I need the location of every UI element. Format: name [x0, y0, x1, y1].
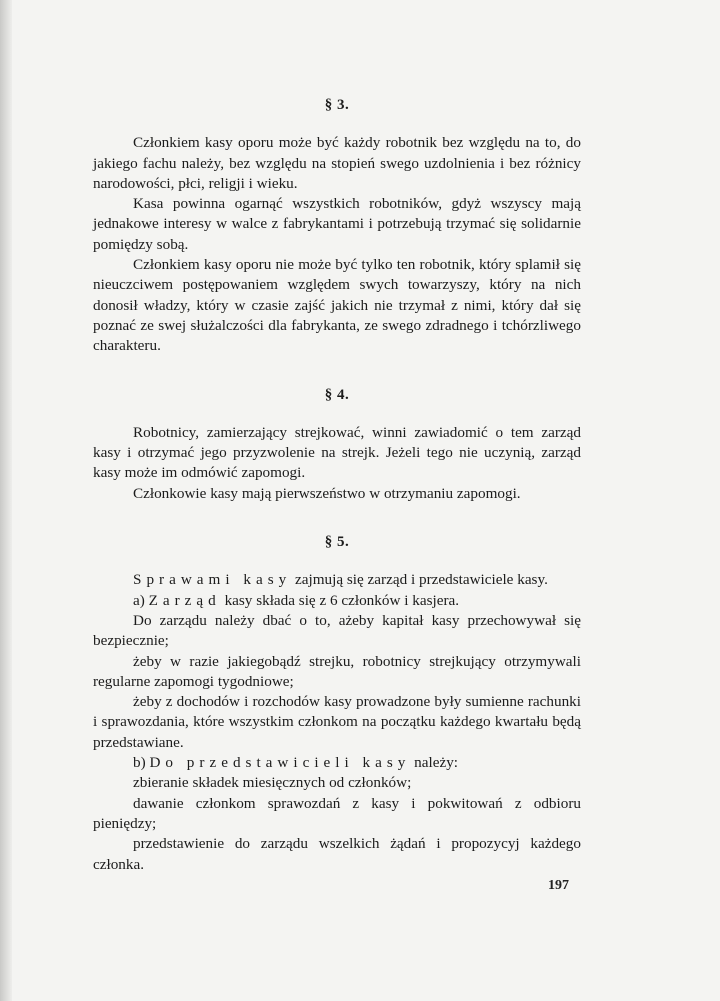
text-run: zajmują się zarząd i przedstawiciele kasy. [295, 571, 548, 589]
section-heading: § 4. [324, 386, 350, 403]
section-heading: § 5. [324, 534, 350, 551]
paragraph: przedstawienie do zarządu wszelkich żądań i propozycyj każdego członka. [93, 835, 581, 873]
text-run: kasy składa się z 6 członków i kasjera. [224, 591, 460, 609]
paragraph: zbieranie składek miesięcznych od członków; [133, 774, 412, 792]
document-body [93, 95, 581, 875]
paragraph: Kasa powinna ogarnąć wszystkich robotników, gdyż wszyscy mają jednakowe interesy w walce z fabrykantami i potrzebują trzymać się solidarnie pomiędzy sobą. [93, 195, 581, 253]
paragraph: dawanie członkom sprawozdań z kasy i pokwitowań z odbioru pieniędzy; [93, 794, 581, 832]
paragraph: Członkiem kasy oporu może być każdy robotnik bez względu na to, do jakiego fachu należy, bez względu na stopień swego uzdolnienia i bez różnicy narodowości, płci, religji i wieku. [93, 134, 581, 192]
page-number: 197 [548, 878, 569, 893]
paragraph: Robotnicy, zamierzający strejkować, winni zawiadomić o tem zarząd kasy i otrzymać jego przyzwolenie na strejk. Jeżeli tego nie uczynią, zarząd kasy może im odmówić zapomogi. [93, 423, 581, 482]
paragraph: Członkiem kasy oporu nie może być tylko ten robotnik, który splamił się nieuczciwem postępowaniem względem swych towarzyszy, który na nich donosił władzy, który w czasie zajść jakich nie trzymał z nimi, który dał się poznać ze swej służalczości dla fabrykanta, ze swego zdradnego i tchórzliwego charakteru. [93, 256, 581, 355]
paragraph: Do zarządu należy dbać o to, ażeby kapitał kasy przechowywał się bezpiecznie; [93, 611, 581, 650]
spaced-term: Sprawami kasy [133, 571, 292, 589]
spaced-term: Do przedstawicieli kasy [149, 754, 411, 772]
text-run: należy: [414, 754, 459, 772]
paragraph [93, 591, 581, 611]
list-marker: a) [133, 591, 145, 609]
paragraph: żeby w razie jakiegobądź strejku, robotnicy strejkujący otrzymywali regularne zapomogi tygodniowe; [93, 652, 581, 690]
section-heading: § 3. [324, 97, 350, 113]
paragraph [93, 570, 581, 590]
spaced-term: Zarząd [148, 591, 221, 609]
paragraph [93, 753, 581, 773]
paragraph: Członkowie kasy mają pierwszeństwo w otrzymaniu zapomogi. [133, 484, 521, 502]
list-marker: b) [133, 754, 146, 772]
paragraph: żeby z dochodów i rozchodów kasy prowadzone były sumienne rachunki i sprawozdania, które wszystkim członkom na początku każdego kwartału będą przedstawiane. [93, 693, 581, 751]
